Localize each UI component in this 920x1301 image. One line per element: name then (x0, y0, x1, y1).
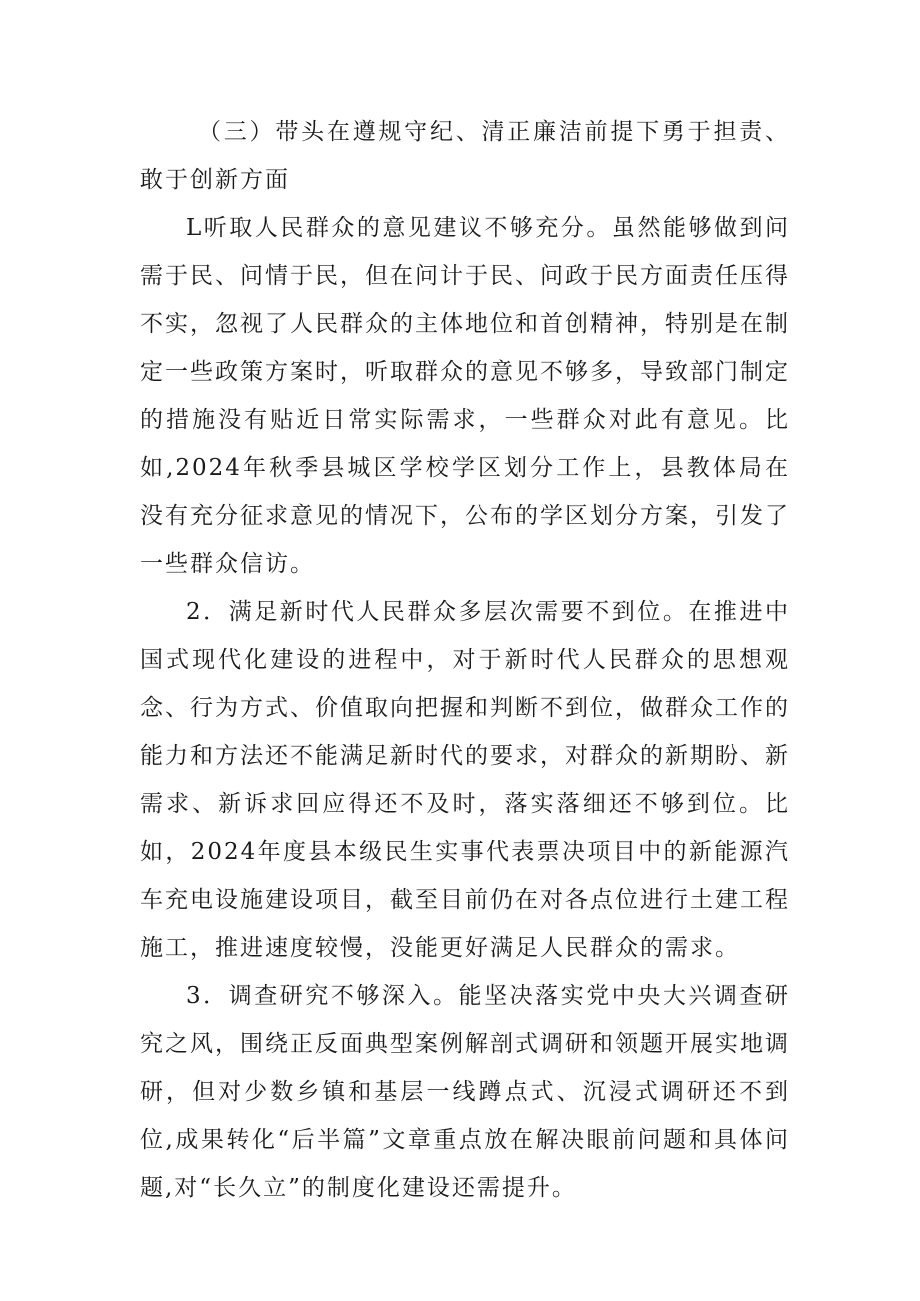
paragraph-1: L听取人民群众的意见建议不够充分。虽然能够做到问需于民、问情于民，但在问计于民、问政于民方面责任压得不实，忽视了人民群众的主体地位和首创精神，特别是在制定一些政策方案时，听取群众的意见不够多，导致部门制定的措施没有贴近日常实际需求，一些群众对此有意见。比如,2024年秋季县城区学校学区划分工作上，县教体局在没有充分征求意见的情况下，公布的学区划分方案，引发了一些群众信访。 (140, 215, 790, 577)
paragraph-3: 3．调查研究不够深入。能坚决落实党中央大兴调查研究之风，围绕正反面典型案例解剖式调研和领题开展实地调研，但对少数乡镇和基层一线蹲点式、沉浸式调研还不到位,成果转化“后半篇”文章重点放在解决眼前问题和具体问题,对“长久立”的制度化建设还需提升。 (140, 983, 790, 1201)
section-heading: （三）带头在遵规守纪、清正廉洁前提下勇于担责、敢于创新方面 (140, 119, 790, 193)
document-page (140, 108, 790, 1212)
paragraph-2: 2．满足新时代人民群众多层次需要不到位。在推进中国式现代化建设的进程中，对于新时代人民群众的思想观念、行为方式、价值取向把握和判断不到位，做群众工作的能力和方法还不能满足新时代的要求，对群众的新期盼、新需求、新诉求回应得还不及时，落实落细还不够到位。比如，2024年度县本级民生实事代表票决项目中的新能源汽车充电设施建设项目，截至目前仍在对各点位进行土建工程施工，推进速度较慢，没能更好满足人民群众的需求。 (140, 599, 790, 961)
